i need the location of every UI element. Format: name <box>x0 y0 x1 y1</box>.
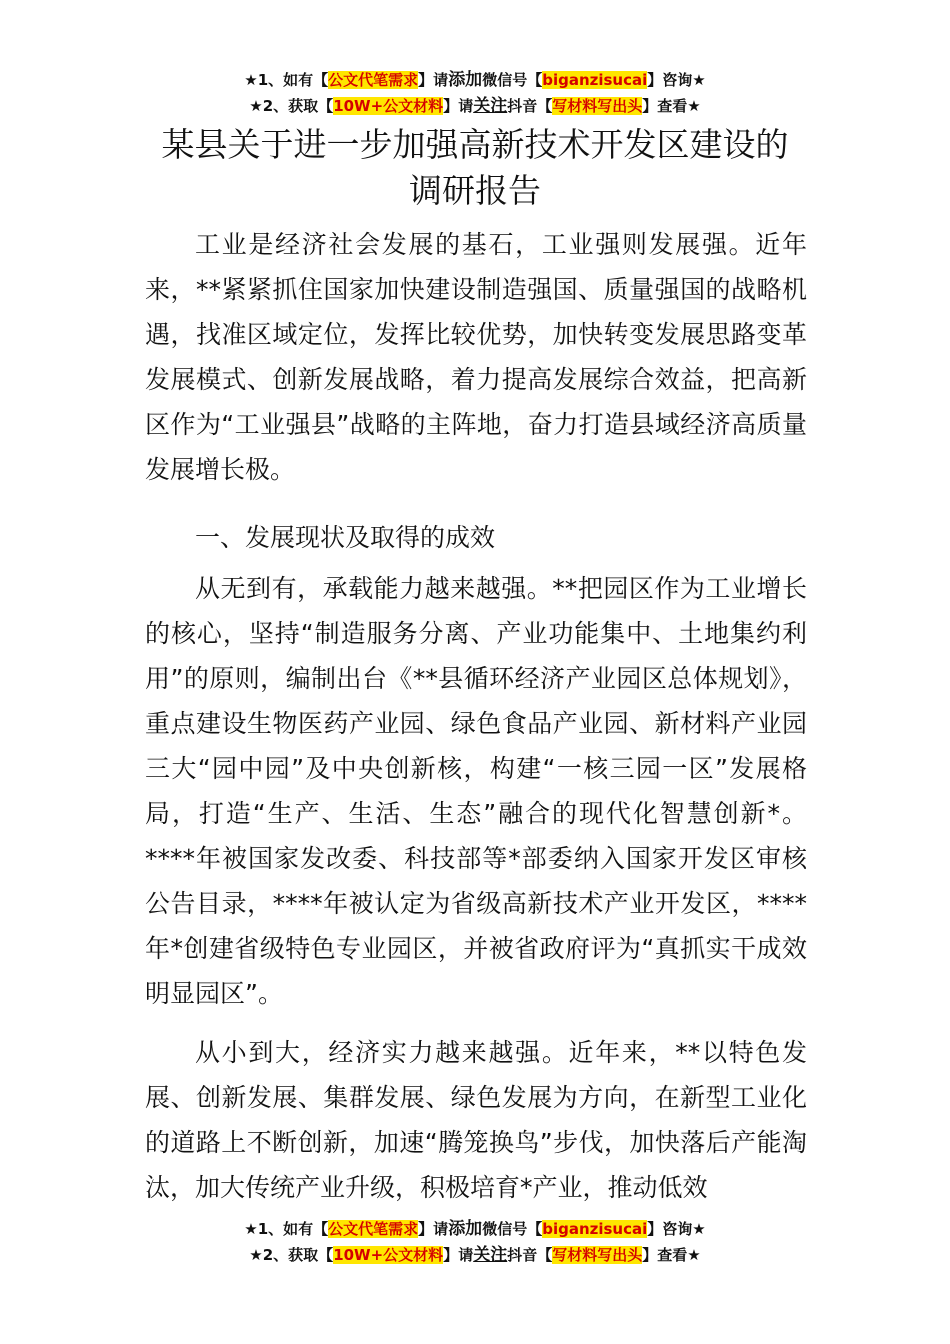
banner-line-1: ★1、如有【公文代笔需求】请添加微信号【biganzisucai】咨询★ <box>244 1219 706 1239</box>
document-title: 某县关于进一步加强高新技术开发区建设的 调研报告 <box>161 125 789 210</box>
highlight-writing-service: 公文代笔需求 <box>328 71 419 89</box>
highlight-douyin-account: 写材料写出头 <box>552 97 643 115</box>
banner-line-2: ★2、获取【10W+公文材料】请关注抖音【写材料写出头】查看★ <box>249 96 701 116</box>
banner-line-1: ★1、如有【公文代笔需求】请添加微信号【biganzisucai】咨询★ <box>244 70 706 90</box>
banner-line-2: ★2、获取【10W+公文材料】请关注抖音【写材料写出头】查看★ <box>249 1245 701 1265</box>
footer-banner <box>0 1216 950 1268</box>
section-heading: 一、发展现状及取得的成效 <box>195 523 496 552</box>
highlight-douyin-account: 写材料写出头 <box>552 1246 643 1264</box>
highlight-writing-service: 公文代笔需求 <box>328 1220 419 1238</box>
highlight-wechat-id: biganzisucai <box>542 1220 648 1238</box>
highlight-wechat-id: biganzisucai <box>542 71 648 89</box>
paragraph-intro: 工业是经济社会发展的基石，工业强则发展强。近年来，**紧紧抓住国家加快建设制造强国、质量强国的战略机遇，找准区域定位，发挥比较优势，加快转变发展思路变革发展模式、创新发展战略，着力提高发展综合效益，把高新区作为“工业强县”战略的主阵地，奋力打造县域经济高质量发展增长极。 <box>145 230 807 484</box>
document-body <box>145 222 807 1210</box>
paragraph-capacity: 从无到有，承载能力越来越强。**把园区作为工业增长的核心，坚持“制造服务分离、产业功能集中、土地集约利用”的原则，编制出台《**县循环经济产业园区总体规划》，重点建设生物医药产业园、绿色食品产业园、新材料产业园三大“园中园”及中央创新核，构建“一核三园一区”发展格局，打造“生产、生活、生态”融合的现代化智慧创新*。****年被国家发改委、科技部等*部委纳入国家开发区审核公告目录，****年被认定为省级高新技术产业开发区，****年*创建省级特色专业园区，并被省政府评为“真抓实干成效明显园区”。 <box>145 574 807 1008</box>
paragraph-strength: 从小到大，经济实力越来越强。近年来，**以特色发展、创新发展、集群发展、绿色发展为方向，在新型工业化的道路上不断创新，加速“腾笼换鸟”步伐，加快落后产能淘汰，加大传统产业升级，积极培育*产业，推动低效 <box>145 1038 807 1202</box>
highlight-materials: 10W+公文材料 <box>333 97 444 115</box>
highlight-materials: 10W+公文材料 <box>333 1246 444 1264</box>
header-banner <box>0 67 950 119</box>
